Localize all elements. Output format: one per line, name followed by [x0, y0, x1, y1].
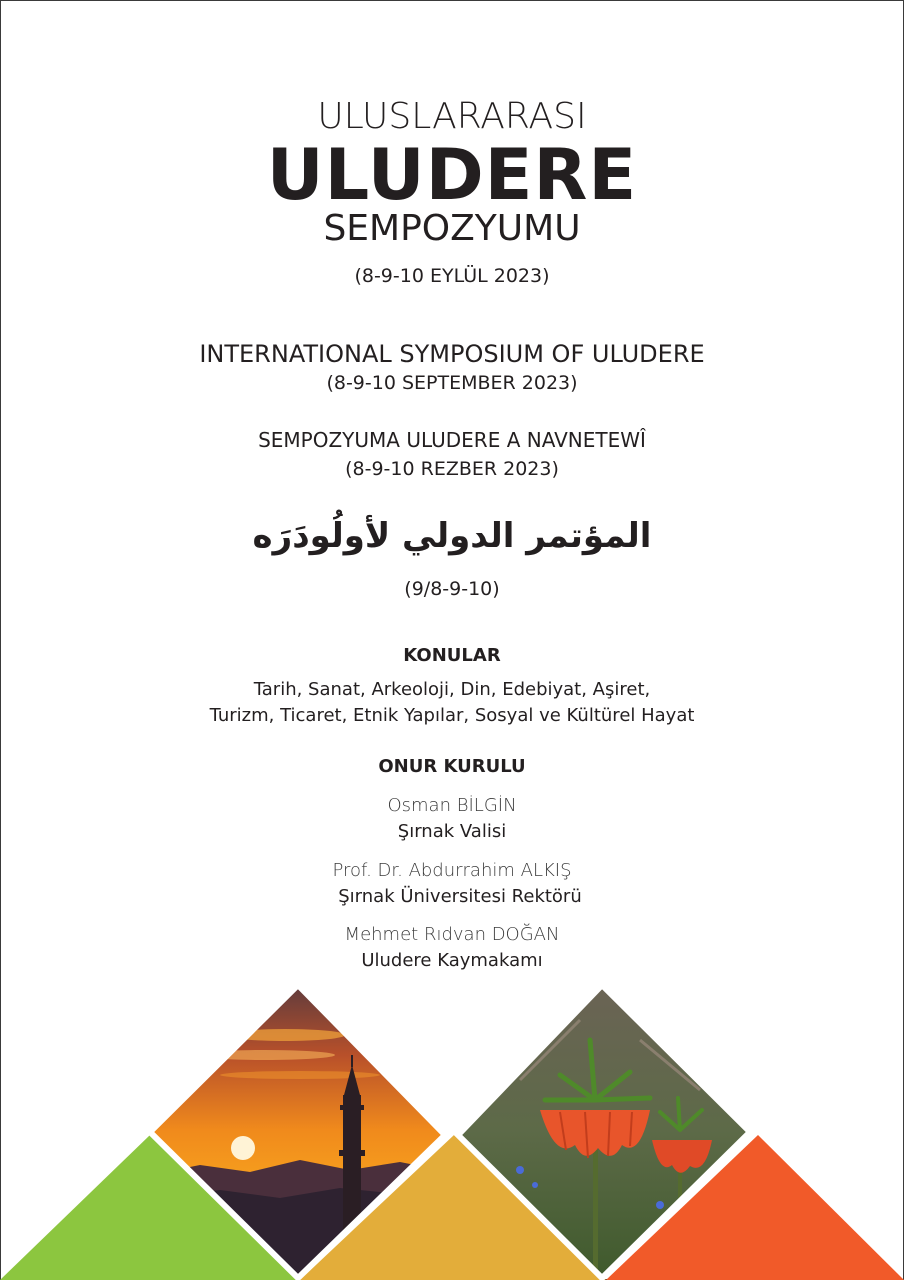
honorary-member-title: Şırnak Üniversitesi Rektörü [338, 886, 582, 907]
topics-line-2: Turizm, Ticaret, Etnik Yapılar, Sosyal ve Kültürel Hayat [209, 705, 695, 726]
date-kurdish: (8-9-10 REZBER 2023) [345, 458, 559, 480]
topics-line-1: Tarih, Sanat, Arkeoloji, Din, Edebiyat, Aşiret, [253, 679, 651, 700]
title-kurdish: SEMPOZYUMA ULUDERE A NAVNETEWÎ [258, 428, 646, 452]
title-english: INTERNATIONAL SYMPOSIUM OF ULUDERE [199, 340, 705, 368]
date-english: (8-9-10 SEPTEMBER 2023) [326, 372, 578, 394]
honorary-member-name: Mehmet Rıdvan DOĞAN [344, 924, 560, 945]
title-arabic: المؤتمر الدولي لأولُودَرَه [252, 516, 652, 556]
title-line-international: ULUSLARARASI [317, 96, 587, 137]
honorary-member-name: Prof. Dr. Abdurrahim ALKIŞ [332, 860, 572, 881]
title-uludere: ULUDERE [266, 134, 638, 216]
honorary-member-title: Şırnak Valisi [397, 821, 507, 842]
date-arabic: (9/8-9-10) [404, 578, 500, 600]
honorary-board-heading: ONUR KURULU [378, 756, 526, 777]
honorary-member-name: Osman BİLGİN [387, 795, 517, 816]
honorary-member-title: Uludere Kaymakamı [361, 950, 543, 971]
topics-heading: KONULAR [403, 645, 501, 666]
title-line-symposium: SEMPOZYUMU [323, 208, 581, 249]
date-turkish: (8-9-10 EYLÜL 2023) [354, 265, 550, 287]
